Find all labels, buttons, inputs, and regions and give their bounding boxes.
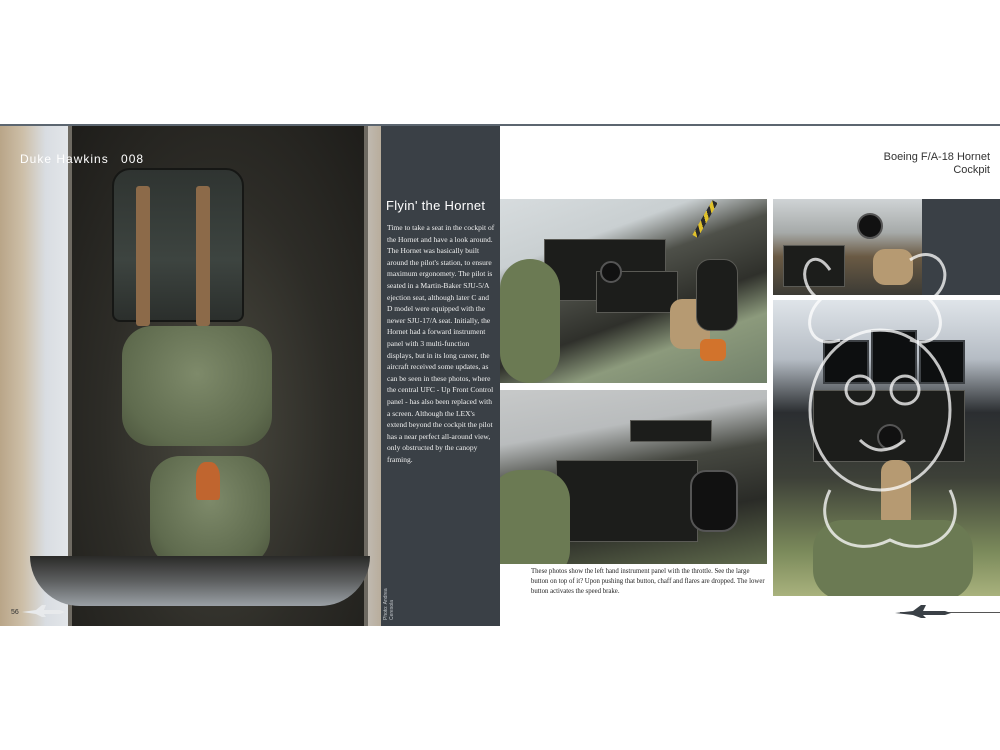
header-title: Boeing F/A-18 Hornet <box>883 151 990 163</box>
jet-icon <box>20 604 66 618</box>
upper-panel <box>630 420 712 442</box>
orange-handle <box>196 462 220 500</box>
ejection-seat-photo <box>0 126 381 626</box>
rotary-knob <box>857 213 883 239</box>
seat-headbox <box>112 168 244 322</box>
dial <box>600 261 622 283</box>
watermark-logo <box>790 240 990 580</box>
left-console-photo <box>500 390 767 564</box>
seat-cushion <box>122 326 272 446</box>
body-text: Time to take a seat in the cockpit of the Hornet and have a look around. The Hornet was basically built around the pilot's station, to ensure maximum ergonomety. The pilot is seated in a Martin-Baker SJU-5/A ejection seat, although later C and D model were equipped with the newer SJU-17/A seat. Initially, the Hornet had a forward instrument panel with 3 multi-function displays, but in its long career, the aircraft received some updates, as can be seen in these photos, where the central UFC - Up Front Control panel - has also been replaced with a screen. Although the LEX's extend beyond the cockpit the pilot has a near perfect all-around view, only obstructed by the canopy framing. <box>387 223 495 464</box>
page-number: 56 <box>11 609 19 616</box>
throttle-grip <box>690 470 738 532</box>
jet-icon <box>893 603 953 619</box>
ejection-handle-stripe <box>692 200 717 238</box>
left-header <box>20 152 152 166</box>
section-title: Flyin' the Hornet <box>386 198 486 213</box>
throttle-panel-photo <box>500 199 767 383</box>
seat-strap <box>136 186 150 326</box>
header-subtitle: Cockpit <box>953 164 990 176</box>
flight-suit <box>500 259 560 383</box>
header-number: 008 <box>121 152 145 166</box>
cockpit-sill <box>30 556 370 606</box>
photo-caption: These photos show the left hand instrument panel with the throttle. See the large button on top of it? Upon pushing that button, chaff and flares are dropped. The lower button activates the speed brake. <box>531 568 765 596</box>
throttle <box>696 259 738 331</box>
right-header <box>884 151 990 177</box>
header-author: Duke Hawkins <box>20 152 109 166</box>
text-column <box>381 126 500 626</box>
seat-strap <box>196 186 210 326</box>
flight-suit-leg <box>500 470 570 564</box>
photo-credit: Photo: Andrea Ceresola <box>383 588 395 620</box>
orange-strap <box>700 339 726 361</box>
console-panel <box>556 460 698 542</box>
